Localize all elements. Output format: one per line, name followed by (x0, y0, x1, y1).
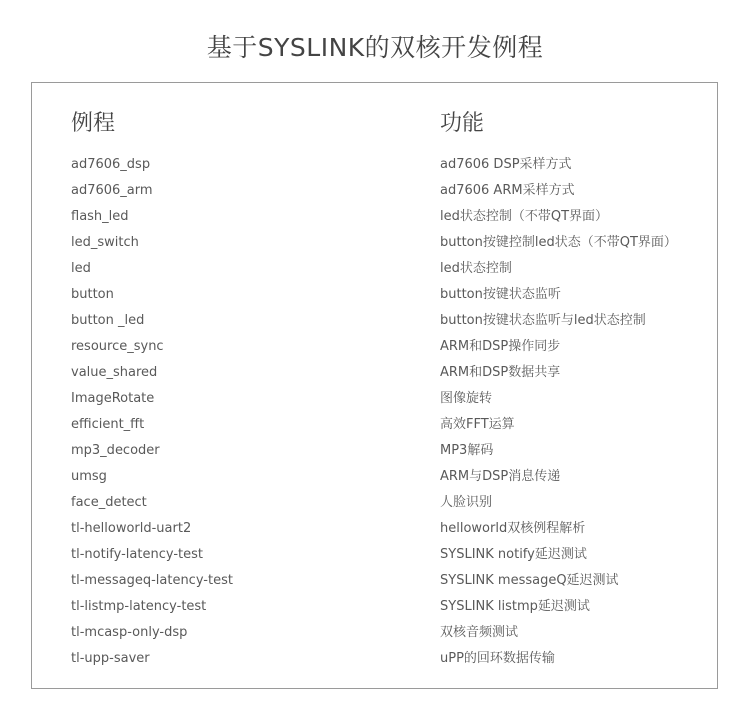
routine-name: led_switch (71, 235, 139, 250)
table-row (32, 412, 717, 438)
routine-function: led状态控制（不带QT界面） (440, 209, 609, 224)
page-title: 基于SYSLINK的双核开发例程 (206, 33, 544, 62)
routine-name: tl-notify-latency-test (71, 547, 203, 562)
table-row (32, 256, 717, 282)
table-row (32, 152, 717, 178)
routine-name: value_shared (71, 365, 158, 380)
table-row (32, 438, 717, 464)
routine-function: helloworld双核例程解析 (440, 521, 586, 536)
routine-function: SYSLINK listmp延迟测试 (440, 599, 590, 614)
routine-name: button (71, 287, 114, 302)
routine-name: ad7606_dsp (71, 157, 151, 172)
routine-name: tl-mcasp-only-dsp (71, 625, 188, 640)
routine-function: 图像旋转 (440, 391, 493, 406)
routine-name: tl-listmp-latency-test (71, 599, 207, 614)
routine-function: SYSLINK notify延迟测试 (440, 547, 587, 562)
routine-name: face_detect (71, 495, 147, 510)
routine-name: flash_led (71, 209, 129, 224)
table-row (32, 308, 717, 334)
routine-name: mp3_decoder (71, 443, 160, 458)
routine-function: 双核音频测试 (440, 625, 519, 640)
routine-function: ad7606 DSP采样方式 (440, 157, 572, 172)
column-header-routine: 例程 (71, 111, 116, 136)
routine-name: led (71, 261, 91, 276)
table-body (32, 152, 717, 672)
table-row (32, 490, 717, 516)
table-row (32, 594, 717, 620)
table-row (32, 568, 717, 594)
table-row (32, 360, 717, 386)
routine-name: tl-messageq-latency-test (71, 573, 233, 588)
routine-function: button按键状态监听 (440, 287, 561, 302)
routine-name: tl-helloworld-uart2 (71, 521, 192, 536)
routine-name: tl-upp-saver (71, 651, 150, 666)
routine-function: ad7606 ARM采样方式 (440, 183, 575, 198)
table-row (32, 646, 717, 672)
routine-function: 人脸识别 (440, 495, 493, 510)
table-row (32, 282, 717, 308)
table-row (32, 516, 717, 542)
routine-function: ARM和DSP数据共享 (440, 365, 561, 380)
routine-name: umsg (71, 469, 107, 484)
routine-function: 高效FFT运算 (440, 417, 515, 432)
routine-function: led状态控制 (440, 261, 512, 276)
table-row (32, 230, 717, 256)
table-row (32, 464, 717, 490)
routine-table (31, 82, 718, 689)
table-row (32, 542, 717, 568)
table-row (32, 386, 717, 412)
routine-function: uPP的回环数据传输 (440, 651, 555, 666)
routine-function: button按键状态监听与led状态控制 (440, 313, 646, 328)
table-row (32, 178, 717, 204)
routine-function: SYSLINK messageQ延迟测试 (440, 573, 619, 588)
column-header-function: 功能 (440, 111, 485, 136)
routine-name: efficient_fft (71, 417, 145, 432)
routine-name: button _led (71, 313, 145, 328)
routine-function: ARM与DSP消息传递 (440, 469, 561, 484)
routine-name: ad7606_arm (71, 183, 153, 198)
table-row (32, 620, 717, 646)
routine-function: button按键控制led状态（不带QT界面） (440, 235, 677, 250)
table-row (32, 334, 717, 360)
routine-name: resource_sync (71, 339, 164, 354)
routine-function: MP3解码 (440, 443, 494, 458)
routine-function: ARM和DSP操作同步 (440, 339, 561, 354)
table-row (32, 204, 717, 230)
routine-name: ImageRotate (71, 391, 155, 406)
